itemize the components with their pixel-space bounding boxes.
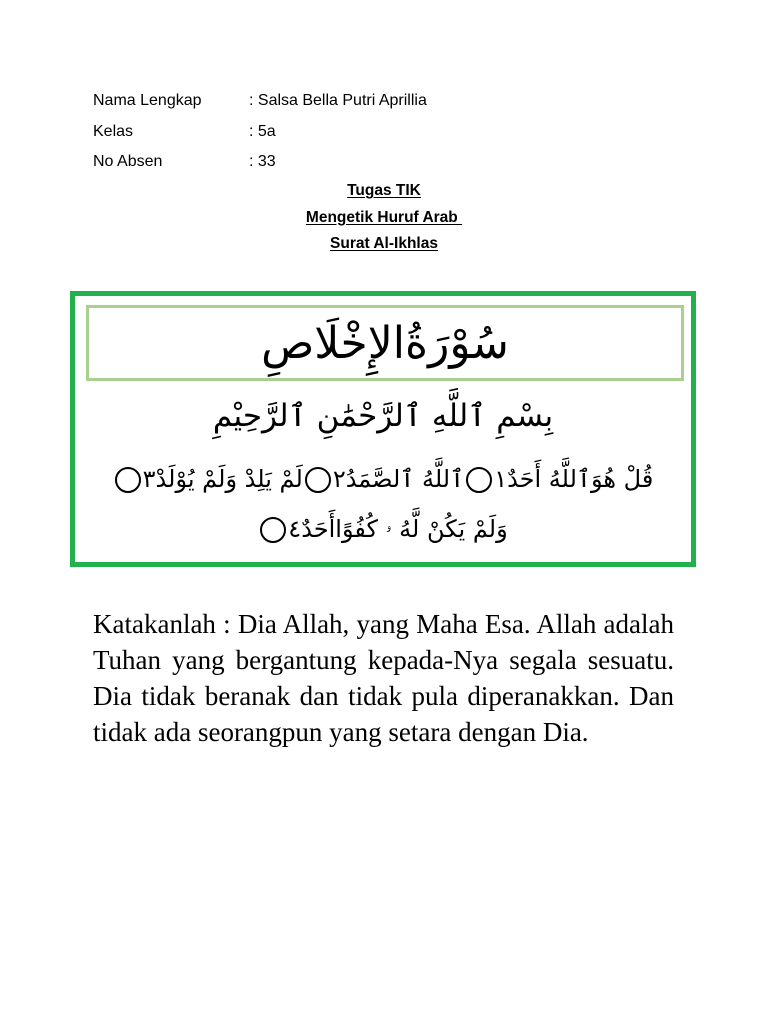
ayah-2: ٱللَّهُ ٱلصَّمَدُ٢	[332, 465, 465, 493]
info-row-class	[93, 117, 427, 148]
surah-title-box	[86, 305, 684, 381]
ayah-1: قُلْ هُوَٱللَّهُ أَحَدٌ١	[494, 465, 654, 493]
name-value: : Salsa Bella Putri Aprillia	[249, 92, 427, 110]
surah-name-title: Surat Al-Ikhlas	[330, 235, 438, 252]
info-row-name	[93, 86, 427, 117]
absen-value: : 33	[249, 153, 276, 171]
surah-title-arabic: سُوْرَةُالإِخْلَاصِ	[261, 317, 509, 369]
ayah-end-marker-icon	[466, 467, 492, 493]
quran-text-box	[70, 291, 696, 567]
ayah-end-marker-icon	[305, 467, 331, 493]
info-row-absen	[93, 147, 427, 178]
ayah-end-marker-icon	[260, 517, 286, 543]
name-label: Nama Lengkap	[93, 92, 202, 110]
ayah-line-2	[75, 509, 691, 549]
translation-paragraph: Katakanlah : Dia Allah, yang Maha Esa. Allah adalah Tuhan yang bergantung kepada-Nya segala sesuatu. Dia tidak beranak dan tidak pula diperanakkan. Dan tidak ada seorangpun yang setara dengan Dia.	[93, 609, 674, 747]
ayah-3: لَمْ يَلِدْ وَلَمْ يُوْلَدْ٣	[142, 465, 303, 493]
absen-label: No Absen	[93, 153, 163, 171]
class-label: Kelas	[93, 122, 134, 140]
assignment-titles	[0, 178, 768, 258]
assignment-title: Tugas TIK	[347, 182, 421, 199]
ayah-4: وَلَمْ يَكُنْ لَّهُ ۥ كُفُوًاأَحَدٌ٤	[288, 515, 508, 543]
ayah-line-1	[75, 459, 691, 499]
assignment-subtitle: Mengetik Huruf Arab	[305, 208, 463, 226]
bismillah: بِسْمِ ٱللَّهِ ٱلرَّحْمَٰنِ ٱلرَّحِيْمِ	[212, 398, 554, 434]
student-info	[93, 86, 427, 178]
ayah-end-marker-icon	[115, 467, 141, 493]
class-value: : 5a	[249, 122, 276, 140]
